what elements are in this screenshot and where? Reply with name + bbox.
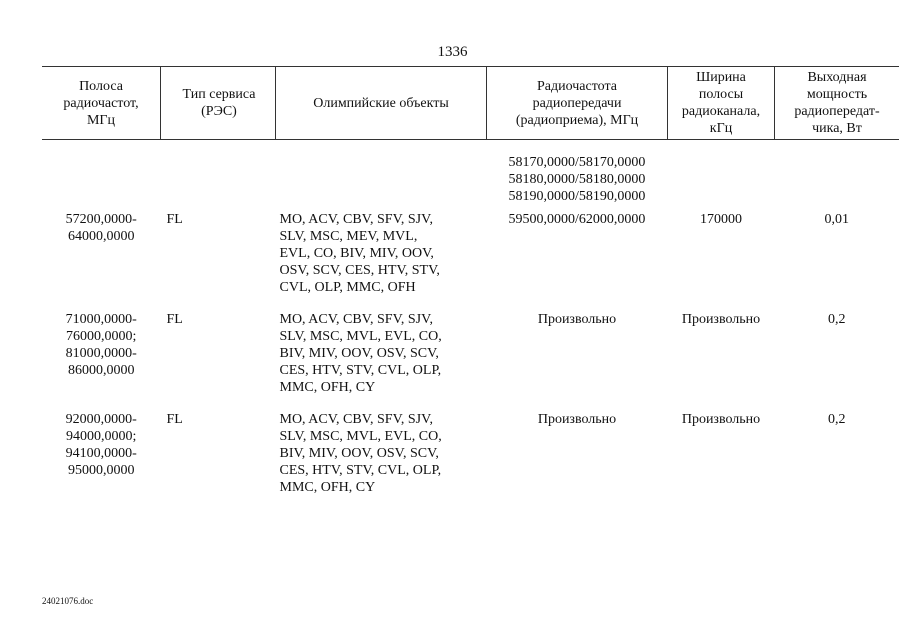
continuation-frequencies: 58170,0000/58170,0000 58180,0000/58180,0000 58190,0000/58190,0000: [508, 155, 646, 204]
header-olympic-objects: Олимпийские объекты: [276, 67, 487, 140]
power-cell: 0,01: [824, 212, 849, 227]
table-row: [42, 211, 899, 311]
objects-cell: MO, ACV, CBV, SFV, SJV, SLV, MSC, MEV, MVL, EVL, CO, BIV, MIV, OOV, OSV, SCV, CES, HTV, STV, CVL, OLP, MMC, OFH: [279, 212, 440, 295]
table-cell: [668, 140, 775, 212]
frequency-table: [42, 66, 899, 511]
frequency-cell: Произвольно: [537, 312, 617, 327]
service-cell: FL: [166, 412, 183, 427]
table-body: [42, 140, 899, 512]
header-service-type: Тип сервиса (РЭС): [161, 67, 276, 140]
frequency-cell: Произвольно: [537, 412, 617, 427]
power-cell: 0,2: [828, 412, 846, 427]
service-cell: FL: [166, 312, 183, 327]
service-cell: FL: [166, 212, 183, 227]
table-row: [42, 311, 899, 411]
header-row: [42, 67, 899, 140]
objects-cell: MO, ACV, CBV, SFV, SJV, SLV, MSC, MVL, EVL, CO, BIV, MIV, OOV, OSV, SCV, CES, HTV, STV, CVL, OLP, MMC, OFH, CY: [279, 412, 442, 495]
header-bandwidth: Ширина полосы радиоканала, кГц: [668, 67, 775, 140]
header-band: Полоса радиочастот, МГц: [42, 67, 161, 140]
document-footer-id: 24021076.doc: [42, 596, 94, 606]
header-frequency: Радиочастота радиопередачи (радиоприема), МГц: [487, 67, 668, 140]
header-power: Выходная мощность радиопередат- чика, Вт: [775, 67, 900, 140]
table-row: [42, 411, 899, 511]
objects-cell: MO, ACV, CBV, SFV, SJV, SLV, MSC, MVL, EVL, CO, BIV, MIV, OOV, OSV, SCV, CES, HTV, STV, CVL, OLP, MMC, OFH, CY: [279, 312, 442, 395]
bandwidth-cell: Произвольно: [681, 412, 761, 427]
page-number: 1336: [437, 44, 468, 60]
band-cell: 57200,0000- 64000,0000: [65, 212, 137, 244]
bandwidth-cell: Произвольно: [681, 312, 761, 327]
table-cell: [42, 140, 161, 212]
band-cell: 92000,0000- 94000,0000; 94100,0000- 95000,0000: [65, 412, 137, 478]
table-header: [42, 67, 899, 140]
table-cell: [775, 140, 900, 212]
power-cell: 0,2: [828, 312, 846, 327]
bandwidth-cell: 170000: [700, 212, 742, 227]
table-cell: [276, 140, 487, 212]
table-row-continuation: [42, 140, 899, 212]
frequency-cell: 59500,0000/62000,0000: [508, 212, 646, 227]
table-cell: [161, 140, 276, 212]
band-cell: 71000,0000- 76000,0000; 81000,0000- 86000,0000: [65, 312, 137, 378]
